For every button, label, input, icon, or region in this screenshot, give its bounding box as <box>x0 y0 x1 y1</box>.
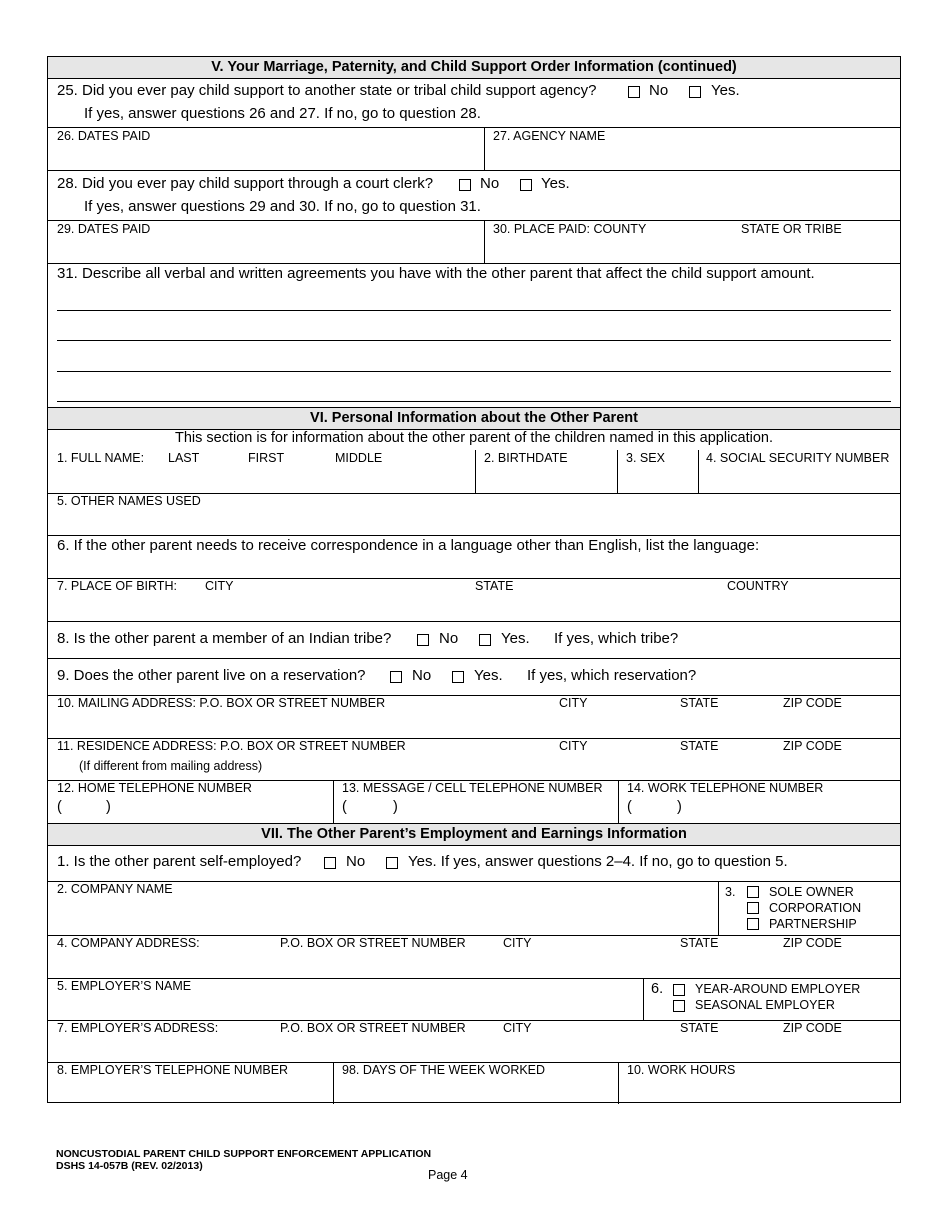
work-phone-open-paren: ( <box>627 799 632 815</box>
sex-label: 3. SEX <box>626 451 665 465</box>
employer-address-input[interactable] <box>57 1038 891 1062</box>
page-number: Page 4 <box>428 1168 468 1182</box>
birth-country-label: COUNTRY <box>727 579 789 593</box>
self-employed-yes-label: Yes. If yes, answer questions 2–4. If no, go to question 5. <box>408 853 788 870</box>
question-28 <box>48 171 900 221</box>
dates-paid-input[interactable] <box>57 146 481 170</box>
sole-owner-label: SOLE OWNER <box>769 885 854 899</box>
q28-yes-checkbox[interactable] <box>520 179 532 191</box>
question-25-text: 25. Did you ever pay child support to another state or tribal child support agency? <box>57 82 597 99</box>
residence-address-row <box>48 739 900 781</box>
employer-phone-label: 8. EMPLOYER’S TELEPHONE NUMBER <box>57 1063 289 1077</box>
footer-form-number: DSHS 14-057B (REV. 02/2013) <box>56 1160 203 1172</box>
q28-yes-label: Yes. <box>541 175 570 192</box>
company-street-label: P.O. BOX OR STREET NUMBER <box>280 936 466 950</box>
other-names-row <box>48 494 900 536</box>
sole-owner-checkbox[interactable] <box>747 886 759 898</box>
question-31-text: 31. Describe all verbal and written agreements you have with the other parent that affect the child support amount. <box>57 265 815 282</box>
dates-paid-agency-row <box>48 128 900 171</box>
residence-city-label: CITY <box>559 739 588 753</box>
residence-zip-label: ZIP CODE <box>783 739 842 753</box>
question-25-note: If yes, answer questions 26 and 27. If no, go to question 28. <box>84 105 481 122</box>
company-zip-label: ZIP CODE <box>783 936 842 950</box>
partnership-checkbox[interactable] <box>747 918 759 930</box>
field-27-label: 27. AGENCY NAME <box>493 129 606 143</box>
residence-note: (If different from mailing address) <box>79 759 263 773</box>
cell-phone-close-paren: ) <box>393 799 398 815</box>
employer-name-row <box>48 979 900 1021</box>
seasonal-checkbox[interactable] <box>673 1000 685 1012</box>
language-row <box>48 536 900 579</box>
court-dates-paid-input[interactable] <box>57 239 481 263</box>
mailing-address-input[interactable] <box>57 713 891 737</box>
language-input[interactable] <box>57 557 891 579</box>
company-address-label: 4. COMPANY ADDRESS: <box>57 936 200 950</box>
home-phone-close-paren: ) <box>106 799 111 815</box>
q25-yes-label: Yes. <box>711 82 740 99</box>
company-state-label: STATE <box>680 936 719 950</box>
self-employed-row <box>48 846 900 882</box>
question-31 <box>48 264 900 408</box>
place-of-birth-input[interactable] <box>57 596 891 620</box>
writing-line <box>57 340 891 341</box>
telephone-row <box>48 781 900 824</box>
section-vii-title: VII. The Other Parent’s Employment and Earnings Information <box>261 826 687 842</box>
reservation-question: 9. Does the other parent live on a reservation? <box>57 667 366 684</box>
corporation-checkbox[interactable] <box>747 902 759 914</box>
other-names-label: 5. OTHER NAMES USED <box>57 494 201 508</box>
self-employed-question: 1. Is the other parent self-employed? <box>57 853 302 870</box>
employer-phone-input[interactable] <box>57 1080 329 1104</box>
writing-line <box>57 401 891 402</box>
dates-paid-place-row <box>48 221 900 264</box>
tribe-note: If yes, which tribe? <box>554 630 679 647</box>
residence-address-input[interactable] <box>348 757 892 779</box>
birth-city-label: CITY <box>205 579 234 593</box>
company-name-row <box>48 882 900 936</box>
ssn-input[interactable] <box>706 468 895 492</box>
self-employed-yes-checkbox[interactable] <box>386 857 398 869</box>
reservation-yes-label: Yes. <box>474 667 503 684</box>
field-30-label: 30. PLACE PAID: COUNTY <box>493 222 647 236</box>
employer-zip-label: ZIP CODE <box>783 1021 842 1035</box>
q25-no-label: No <box>649 82 669 99</box>
employer-address-row <box>48 1021 900 1063</box>
residence-state-label: STATE <box>680 739 719 753</box>
last-name-label: LAST <box>168 451 200 465</box>
tribe-no-label: No <box>439 630 459 647</box>
business-type-label: 3. <box>725 885 736 899</box>
language-question: 6. If the other parent needs to receive correspondence in a language other than English, list the language: <box>57 537 760 554</box>
tribe-yes-checkbox[interactable] <box>479 634 491 646</box>
corporation-label: CORPORATION <box>769 901 862 915</box>
section-vii-header <box>48 824 900 846</box>
employer-address-label: 7. EMPLOYER’S ADDRESS: <box>57 1021 219 1035</box>
reservation-note: If yes, which reservation? <box>527 667 697 684</box>
work-phone-close-paren: ) <box>677 799 682 815</box>
footer-form-title: NONCUSTODIAL PARENT CHILD SUPPORT ENFORCEMENT APPLICATION <box>56 1148 432 1160</box>
reservation-yes-checkbox[interactable] <box>452 671 464 683</box>
other-names-input[interactable] <box>57 511 891 535</box>
company-address-row <box>48 936 900 979</box>
form-page <box>47 56 901 1103</box>
full-name-label: 1. FULL NAME: <box>57 451 145 465</box>
work-hours-label: 10. WORK HOURS <box>627 1063 736 1077</box>
year-around-checkbox[interactable] <box>673 984 685 996</box>
work-phone-input[interactable] <box>691 799 895 821</box>
employer-name-input[interactable] <box>57 996 636 1020</box>
place-of-birth-label: 7. PLACE OF BIRTH: <box>57 579 177 593</box>
field-30-state-label: STATE OR TRIBE <box>741 222 842 236</box>
tribe-yes-label: Yes. <box>501 630 530 647</box>
seasonal-label: SEASONAL EMPLOYER <box>695 998 835 1012</box>
home-phone-input[interactable] <box>120 799 329 821</box>
writing-line <box>57 310 891 311</box>
cell-phone-input[interactable] <box>406 799 615 821</box>
tribe-question: 8. Is the other parent a member of an Indian tribe? <box>57 630 392 647</box>
middle-name-label: MIDDLE <box>335 451 383 465</box>
company-name-label: 2. COMPANY NAME <box>57 882 173 896</box>
self-employed-no-label: No <box>346 853 366 870</box>
reservation-no-checkbox[interactable] <box>390 671 402 683</box>
mailing-address-row <box>48 696 900 739</box>
section-vi-header <box>48 408 900 430</box>
cell-phone-open-paren: ( <box>342 799 347 815</box>
place-paid-input[interactable] <box>493 239 897 263</box>
work-phone-label: 14. WORK TELEPHONE NUMBER <box>627 781 824 795</box>
company-city-label: CITY <box>503 936 532 950</box>
full-name-input[interactable] <box>57 468 471 492</box>
place-of-birth-row <box>48 579 900 622</box>
section-v-header <box>48 57 900 79</box>
q25-no-checkbox[interactable] <box>628 86 640 98</box>
field-29-label: 29. DATES PAID <box>57 222 151 236</box>
partnership-label: PARTNERSHIP <box>769 917 857 931</box>
employer-street-label: P.O. BOX OR STREET NUMBER <box>280 1021 466 1035</box>
year-around-label: YEAR-AROUND EMPLOYER <box>695 982 861 996</box>
q25-yes-checkbox[interactable] <box>689 86 701 98</box>
home-phone-label: 12. HOME TELEPHONE NUMBER <box>57 781 252 795</box>
work-hours-input[interactable] <box>627 1080 896 1104</box>
days-worked-label: 98. DAYS OF THE WEEK WORKED <box>342 1063 546 1077</box>
tribe-question-row <box>48 622 900 659</box>
q28-no-label: No <box>480 175 500 192</box>
self-employed-no-checkbox[interactable] <box>324 857 336 869</box>
mailing-city-label: CITY <box>559 696 588 710</box>
employer-city-label: CITY <box>503 1021 532 1035</box>
reservation-no-label: No <box>412 667 432 684</box>
writing-line <box>57 371 891 372</box>
employer-state-label: STATE <box>680 1021 719 1035</box>
birthdate-label: 2. BIRTHDATE <box>484 451 568 465</box>
mailing-address-label: 10. MAILING ADDRESS: P.O. BOX OR STREET NUMBER <box>57 696 386 710</box>
full-name-row <box>48 430 900 494</box>
section-vi-intro: This section is for information about the other parent of the children named in this application. <box>174 430 774 446</box>
q28-no-checkbox[interactable] <box>459 179 471 191</box>
birthdate-input[interactable] <box>484 468 613 492</box>
days-worked-input[interactable] <box>342 1080 614 1104</box>
company-address-input[interactable] <box>57 953 891 977</box>
employer-name-label: 5. EMPLOYER’S NAME <box>57 979 192 993</box>
mailing-state-label: STATE <box>680 696 719 710</box>
question-28-text: 28. Did you ever pay child support through a court clerk? <box>57 175 434 192</box>
home-phone-open-paren: ( <box>57 799 62 815</box>
agency-name-input[interactable] <box>493 146 897 170</box>
employer-type-label: 6. <box>651 981 664 997</box>
birth-state-label: STATE <box>475 579 514 593</box>
company-name-input[interactable] <box>57 900 711 932</box>
cell-phone-label: 13. MESSAGE / CELL TELEPHONE NUMBER <box>342 781 603 795</box>
employer-phone-hours-row <box>48 1063 900 1104</box>
field-26-label: 26. DATES PAID <box>57 129 151 143</box>
residence-address-label: 11. RESIDENCE ADDRESS: P.O. BOX OR STREET NUMBER <box>57 739 406 753</box>
reservation-question-row <box>48 659 900 696</box>
question-25 <box>48 79 900 128</box>
sex-input[interactable] <box>626 468 695 492</box>
section-v-title: V. Your Marriage, Paternity, and Child Support Order Information (continued) <box>211 59 737 75</box>
section-vi-title: VI. Personal Information about the Other Parent <box>310 410 638 426</box>
mailing-zip-label: ZIP CODE <box>783 696 842 710</box>
first-name-label: FIRST <box>248 451 285 465</box>
tribe-no-checkbox[interactable] <box>417 634 429 646</box>
question-28-note: If yes, answer questions 29 and 30. If no, go to question 31. <box>84 198 481 215</box>
ssn-label: 4. SOCIAL SECURITY NUMBER <box>706 451 890 465</box>
